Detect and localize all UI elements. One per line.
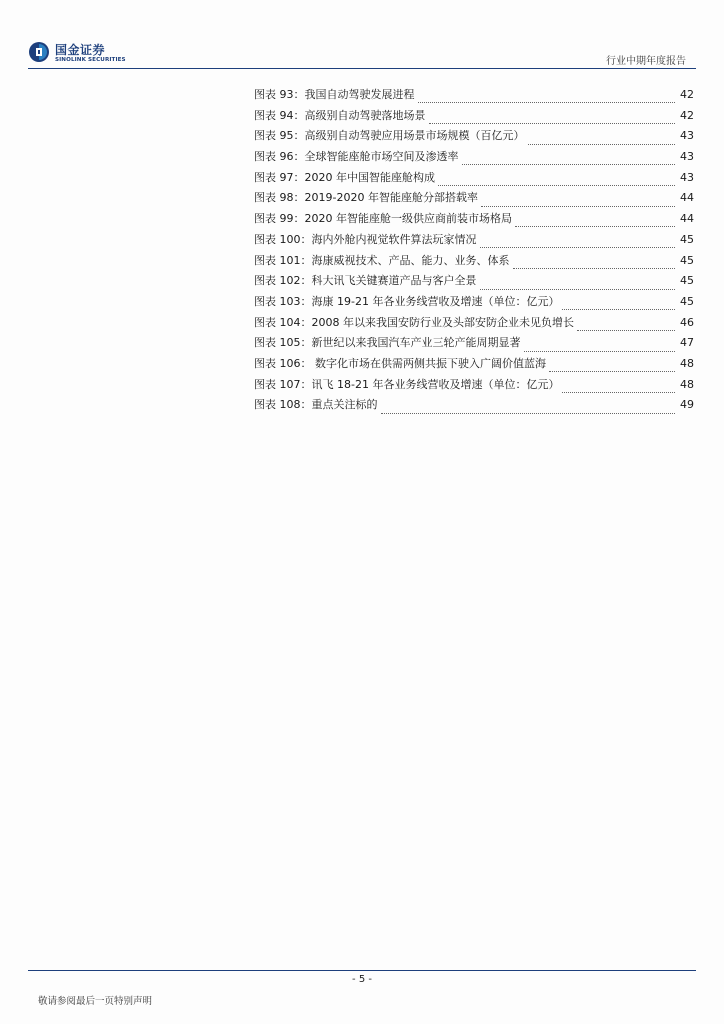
toc-entry[interactable] bbox=[254, 189, 694, 210]
toc-entry-title: 图表 94：高级别自动驾驶落地场景 bbox=[254, 108, 426, 122]
toc-entry-page: 42 bbox=[680, 88, 694, 101]
toc-entry-title: 图表 101：海康威视技术、产品、能力、业务、体系 bbox=[254, 253, 510, 267]
toc-dot-leader bbox=[528, 135, 676, 145]
toc-entry-page: 42 bbox=[680, 108, 694, 122]
page-number: - 5 - bbox=[352, 974, 372, 985]
toc-entry-title: 图表 97：2020 年中国智能座舱构成 bbox=[254, 170, 435, 184]
toc-dot-leader bbox=[429, 114, 676, 124]
sinolink-logo-icon bbox=[28, 41, 50, 63]
logo-english-name: SINOLINK SECURITIES bbox=[55, 57, 126, 63]
toc-entry-title: 图表 105：新世纪以来我国汽车产业三轮产能周期显著 bbox=[254, 336, 521, 350]
header-divider bbox=[28, 68, 696, 69]
toc-entry[interactable] bbox=[254, 86, 694, 107]
figure-list bbox=[254, 86, 694, 417]
toc-entry[interactable] bbox=[254, 252, 694, 273]
toc-entry-page: 44 bbox=[680, 212, 694, 226]
toc-entry-page: 49 bbox=[680, 398, 694, 412]
toc-dot-leader bbox=[481, 197, 675, 207]
toc-entry-title: 图表 99：2020 年智能座舱一级供应商前装市场格局 bbox=[254, 212, 512, 226]
toc-entry-page: 43 bbox=[680, 150, 694, 164]
toc-entry-page: 45 bbox=[680, 274, 694, 288]
toc-dot-leader bbox=[524, 342, 676, 352]
toc-entry[interactable] bbox=[254, 376, 694, 397]
toc-dot-leader bbox=[562, 383, 675, 393]
toc-entry-page: 44 bbox=[680, 191, 694, 205]
logo-chinese-name: 国金证券 bbox=[55, 43, 106, 57]
toc-entry-title: 图表 103：海康 19-21 年各业务线营收及增速（单位：亿元） bbox=[254, 294, 560, 308]
page-header bbox=[0, 0, 724, 72]
toc-entry-title: 图表 98：2019-2020 年智能座舱分部搭载率 bbox=[254, 191, 478, 205]
toc-entry-title: 图表 106： 数字化市场在供需两侧共振下驶入广阔价值蓝海 bbox=[254, 356, 546, 370]
report-type-label: 行业中期年度报告 bbox=[606, 56, 686, 67]
toc-dot-leader bbox=[549, 362, 675, 372]
toc-entry-title: 图表 102：科大讯飞关键赛道产品与客户全景 bbox=[254, 274, 477, 288]
toc-dot-leader bbox=[577, 321, 675, 331]
toc-entry-title: 图表 95：高级别自动驾驶应用场景市场规模（百亿元） bbox=[254, 129, 525, 143]
toc-entry-page: 46 bbox=[680, 315, 694, 329]
toc-entry-title: 图表 104：2008 年以来我国安防行业及头部安防企业未见负增长 bbox=[254, 315, 574, 329]
toc-entry-title: 图表 93：我国自动驾驶发展进程 bbox=[254, 88, 415, 101]
toc-entry-page: 45 bbox=[680, 294, 694, 308]
toc-dot-leader bbox=[515, 217, 675, 227]
toc-dot-leader bbox=[438, 176, 675, 186]
toc-entry-page: 48 bbox=[680, 377, 694, 391]
toc-dot-leader bbox=[480, 238, 676, 248]
toc-entry[interactable] bbox=[254, 210, 694, 231]
toc-entry-page: 47 bbox=[680, 336, 694, 350]
toc-entry[interactable] bbox=[254, 107, 694, 128]
toc-dot-leader bbox=[381, 404, 676, 414]
toc-entry-page: 45 bbox=[680, 232, 694, 246]
toc-entry[interactable] bbox=[254, 396, 694, 417]
toc-entry-title: 图表 100：海内外舱内视觉软件算法玩家情况 bbox=[254, 232, 477, 246]
toc-entry[interactable] bbox=[254, 355, 694, 376]
toc-entry[interactable] bbox=[254, 272, 694, 293]
toc-entry-title: 图表 108：重点关注标的 bbox=[254, 398, 378, 412]
footer-disclaimer: 敬请参阅最后一页特别声明 bbox=[38, 996, 153, 1007]
footer-divider bbox=[28, 970, 696, 971]
toc-entry[interactable] bbox=[254, 293, 694, 314]
toc-entry-page: 43 bbox=[680, 170, 694, 184]
toc-entry[interactable] bbox=[254, 127, 694, 148]
toc-entry-page: 45 bbox=[680, 253, 694, 267]
toc-entry-title: 图表 96：全球智能座舱市场空间及渗透率 bbox=[254, 150, 459, 164]
toc-dot-leader bbox=[562, 300, 675, 310]
toc-entry-title: 图表 107：讯飞 18-21 年各业务线营收及增速（单位：亿元） bbox=[254, 377, 560, 391]
toc-entry-page: 43 bbox=[680, 129, 694, 143]
toc-entry[interactable] bbox=[254, 334, 694, 355]
toc-entry[interactable] bbox=[254, 314, 694, 335]
toc-dot-leader bbox=[480, 280, 676, 290]
toc-dot-leader bbox=[513, 259, 676, 269]
toc-dot-leader bbox=[418, 93, 676, 103]
toc-entry[interactable] bbox=[254, 231, 694, 252]
toc-entry[interactable] bbox=[254, 169, 694, 190]
toc-dot-leader bbox=[462, 155, 676, 165]
toc-entry-page: 48 bbox=[680, 356, 694, 370]
toc-entry[interactable] bbox=[254, 148, 694, 169]
